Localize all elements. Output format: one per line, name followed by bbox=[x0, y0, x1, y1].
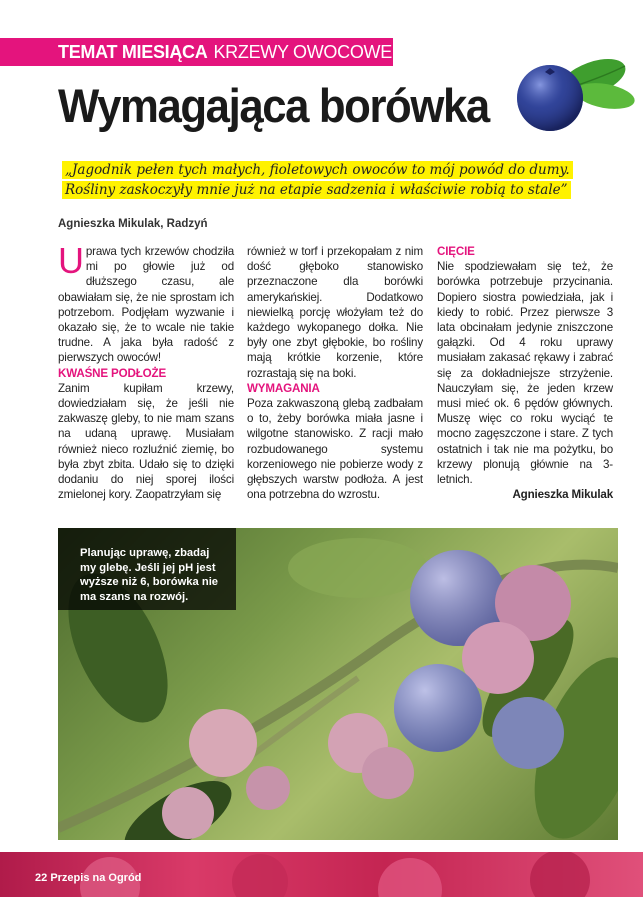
paragraph-acid-soil-cont: również w torf i przekopałam z nim dość głęboko stanowisko przeznaczone dla borówki amerykańskiej. Dodatkowo niewielką porcję włożyłam też do każdego wykopanego dołka. Nie były one zbyt głębokie, bo rośliny mają krótkie korzenie, które rozrastają się na boki. bbox=[247, 245, 423, 380]
page-number: 22 bbox=[35, 872, 48, 884]
paragraph-pruning: Nie spodziewałam się też, że borówka potrzebuje przycinania. Dopiero siostra powiedziała, jak i kiedy to robić. Przez pierwsze 3 lata obcinałam jedynie zniszczone gałązki. Od 4 roku uprawy musiałam zakasać rękawy i zabrać się za dokładniejsze strzyżenie. Nauczyłam się, że jeden krzew musi mieć ok. 6 pędów głównych. Muszę więc co roku wyciąć te mocno zagęszczone i stare. Z tych ostatnich i tak nie ma pożytku, bo krzewy plonują głównie na 3-letnich. bbox=[437, 260, 613, 487]
paragraph-requirements: Poza zakwaszoną glebą zadbałam o to, żeby borówka miała jasne i wilgotne stanowisko. Z racji mało rozbudowanego systemu korzeniowego nie pobierze wody z głębszych warstw podłoża. A jest ona potrzebna do wzrostu. bbox=[247, 397, 423, 502]
intro-paragraph: Uprawa tych krzewów chodziła mi po głowie już od dłuższego czasu, ale obawiałam się, że nie sprostam ich potrzebom. Podjęłam wyzwanie i okazało się, że to wcale nie takie trudne. A jaka była radość z pierwszych owoców! bbox=[58, 240, 234, 365]
article-title: Wymagająca borówka bbox=[58, 79, 489, 132]
subheading-requirements: WYMAGANIA bbox=[247, 381, 320, 395]
column-3 bbox=[437, 244, 613, 502]
topic-label: KRZEWY OWOCOWE bbox=[213, 41, 392, 62]
quote-text: „Jagodnik pełen tych małych, fioletowych owoców to mój powód do dumy. Rośliny zaskoczyły mnie już na etapie sadzenia i właściwie robią to stale” bbox=[62, 161, 573, 199]
blueberry-icon bbox=[505, 46, 640, 141]
section-label: TEMAT MIESIĄCA bbox=[58, 41, 208, 62]
column-1 bbox=[58, 240, 234, 517]
subheading-pruning: CIĘCIE bbox=[437, 245, 475, 258]
column-2 bbox=[247, 244, 423, 502]
magazine-name: Przepis na Ogród bbox=[50, 872, 142, 884]
section-banner bbox=[0, 38, 393, 66]
page-number-footer bbox=[35, 872, 141, 884]
paragraph-acid-soil: Zanim kupiłam krzewy, dowiedziałam się, że jeśli nie zakwaszę gleby, to nie mam szans na udaną uprawę. Musiałam również nieco rozluźnić ziemię, bo była zbyt zbita. Udało się to dzięki dodaniu do niej sporej ilości zmielonej kory. Zaopatrzyłam się bbox=[58, 381, 234, 502]
photo-caption: Planując uprawę, zbadaj my glebę. Jeśli jej pH jest wyższe niż 6, borówka nie ma szans na rozwój. bbox=[58, 528, 236, 610]
pull-quote bbox=[52, 160, 624, 204]
author-line: Agnieszka Mikulak, Radzyń bbox=[58, 218, 208, 230]
signature: Agnieszka Mikulak bbox=[512, 488, 613, 502]
subheading-acid-soil: KWAŚNE PODŁOŻE bbox=[58, 366, 167, 380]
page-footer bbox=[0, 852, 643, 897]
drop-cap: U bbox=[58, 240, 84, 281]
